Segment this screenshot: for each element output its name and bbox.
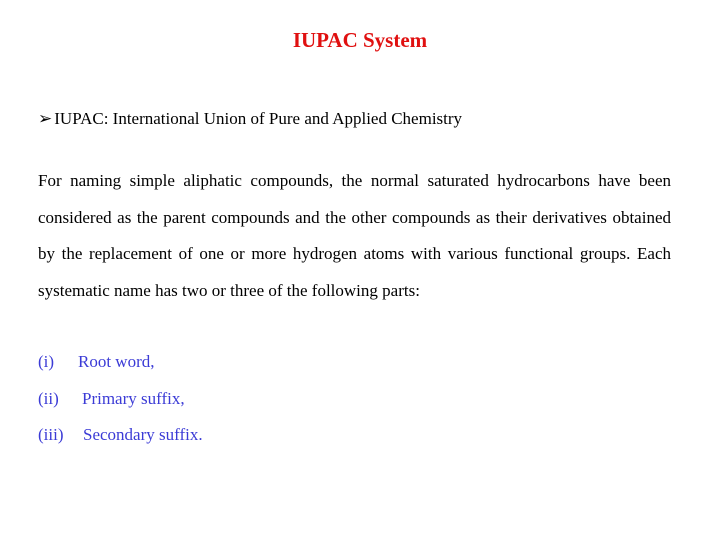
- list-item: [38, 344, 203, 381]
- list-item-number: (i): [38, 352, 55, 371]
- list-item-number: (ii): [38, 388, 59, 408]
- page-title: IUPAC System: [292, 28, 428, 52]
- list-item: [38, 417, 203, 454]
- definition-bullet: [38, 108, 462, 130]
- list-item-label: Primary suffix,: [82, 388, 185, 408]
- list-item: [38, 381, 203, 418]
- list-item-label: Root word,: [78, 352, 155, 371]
- definition-text: IUPAC: International Union of Pure and Applied Chemistry: [54, 109, 463, 128]
- parts-list: [38, 344, 203, 454]
- description-paragraph: For naming simple aliphatic compounds, the normal saturated hydrocarbons have been considered as the parent compounds and the other compounds as their derivatives obtained by the replacement of one or more hydrogen atoms with various functional groups. Each systematic name has two or three of the following parts:: [38, 171, 671, 300]
- arrow-bullet-icon: ➢: [38, 109, 53, 128]
- list-item-number: (iii): [38, 425, 64, 444]
- list-item-label: Secondary suffix.: [83, 425, 203, 444]
